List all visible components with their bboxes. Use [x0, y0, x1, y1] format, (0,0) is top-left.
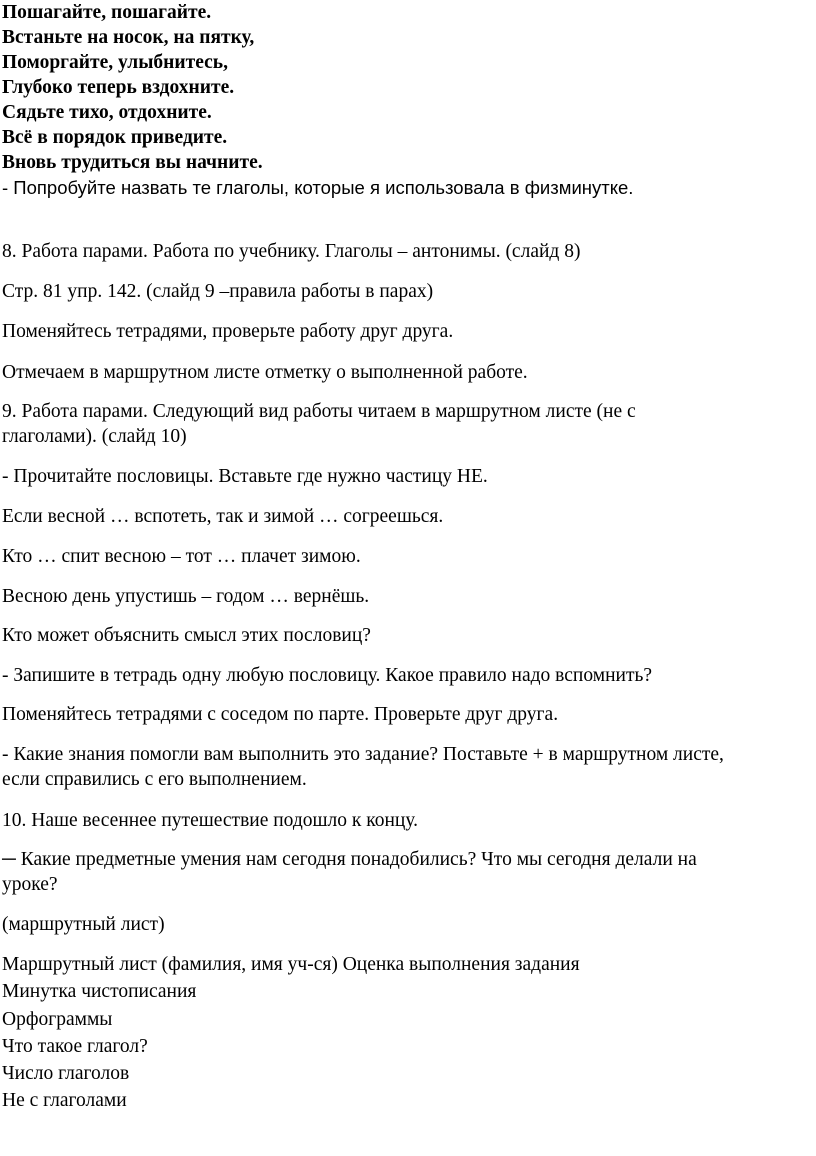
route-sheet-item: Не с глаголами: [2, 1090, 127, 1111]
poem-line-1: Пошагайте, пошагайте.: [2, 2, 212, 23]
poem-line-3: Поморгайте, улыбнитесь,: [2, 52, 228, 73]
after-poem-question: - Попробуйте назвать те глаголы, которые я использовала в физминутке.: [2, 177, 634, 198]
section-9-heading-line-1: 9. Работа парами. Следующий вид работы читаем в маршрутном листе (не с: [2, 401, 636, 422]
poem-line-5: Сядьте тихо, отдохните.: [2, 102, 212, 123]
section-8-swap: Поменяйтесь тетрадями, проверьте работу друг друга.: [2, 321, 454, 342]
route-sheet-label: (маршрутный лист): [2, 914, 165, 935]
poem-line-4: Глубоко теперь вздохните.: [2, 77, 235, 98]
route-sheet-item: Что такое глагол?: [2, 1036, 148, 1057]
section-9-instruction: - Прочитайте пословицы. Вставьте где нужно частицу НЕ.: [2, 466, 488, 487]
section-9-write: - Запишите в тетрадь одну любую пословицу. Какое правило надо вспомнить?: [2, 665, 653, 686]
proverb-1: Если весной … вспотеть, так и зимой … согреешься.: [2, 506, 444, 527]
section-10-question-line-1: ─ Какие предметные умения нам сегодня понадобились? Что мы сегодня делали на: [2, 849, 697, 870]
proverb-2: Кто … спит весною – тот … плачет зимою.: [2, 546, 361, 567]
proverb-3: Весною день упустишь – годом … вернёшь.: [2, 586, 370, 607]
section-8-mark: Отмечаем в маршрутном листе отметку о выполненной работе.: [2, 362, 528, 383]
section-8-heading: 8. Работа парами. Работа по учебнику. Глаголы – антонимы. (слайд 8): [2, 241, 581, 262]
route-sheet-item: Число глаголов: [2, 1063, 130, 1084]
poem-line-2: Встаньте на носок, на пятку,: [2, 27, 255, 48]
route-sheet-item: Орфограммы: [2, 1009, 113, 1030]
section-10-question-line-2: уроке?: [2, 874, 58, 895]
section-9-heading-line-2: глаголами). (слайд 10): [2, 426, 187, 447]
route-sheet-item: Минутка чистописания: [2, 981, 197, 1002]
section-9-swap: Поменяйтесь тетрадями с соседом по парте. Проверьте друг друга.: [2, 704, 559, 725]
section-9-knowledge-line-2: если справились с его выполнением.: [2, 769, 307, 790]
section-8-page-ref: Стр. 81 упр. 142. (слайд 9 –правила работы в парах): [2, 281, 434, 302]
poem-line-7: Вновь трудиться вы начните.: [2, 152, 263, 173]
poem-line-6: Всё в порядок приведите.: [2, 127, 228, 148]
route-sheet-header: Маршрутный лист (фамилия, имя уч-ся) Оценка выполнения задания: [2, 954, 580, 975]
section-9-knowledge-line-1: - Какие знания помогли вам выполнить это задание? Поставьте + в маршрутном листе,: [2, 744, 724, 765]
section-10-heading: 10. Наше весеннее путешествие подошло к концу.: [2, 810, 419, 831]
section-9-question: Кто может объяснить смысл этих пословиц?: [2, 625, 371, 646]
